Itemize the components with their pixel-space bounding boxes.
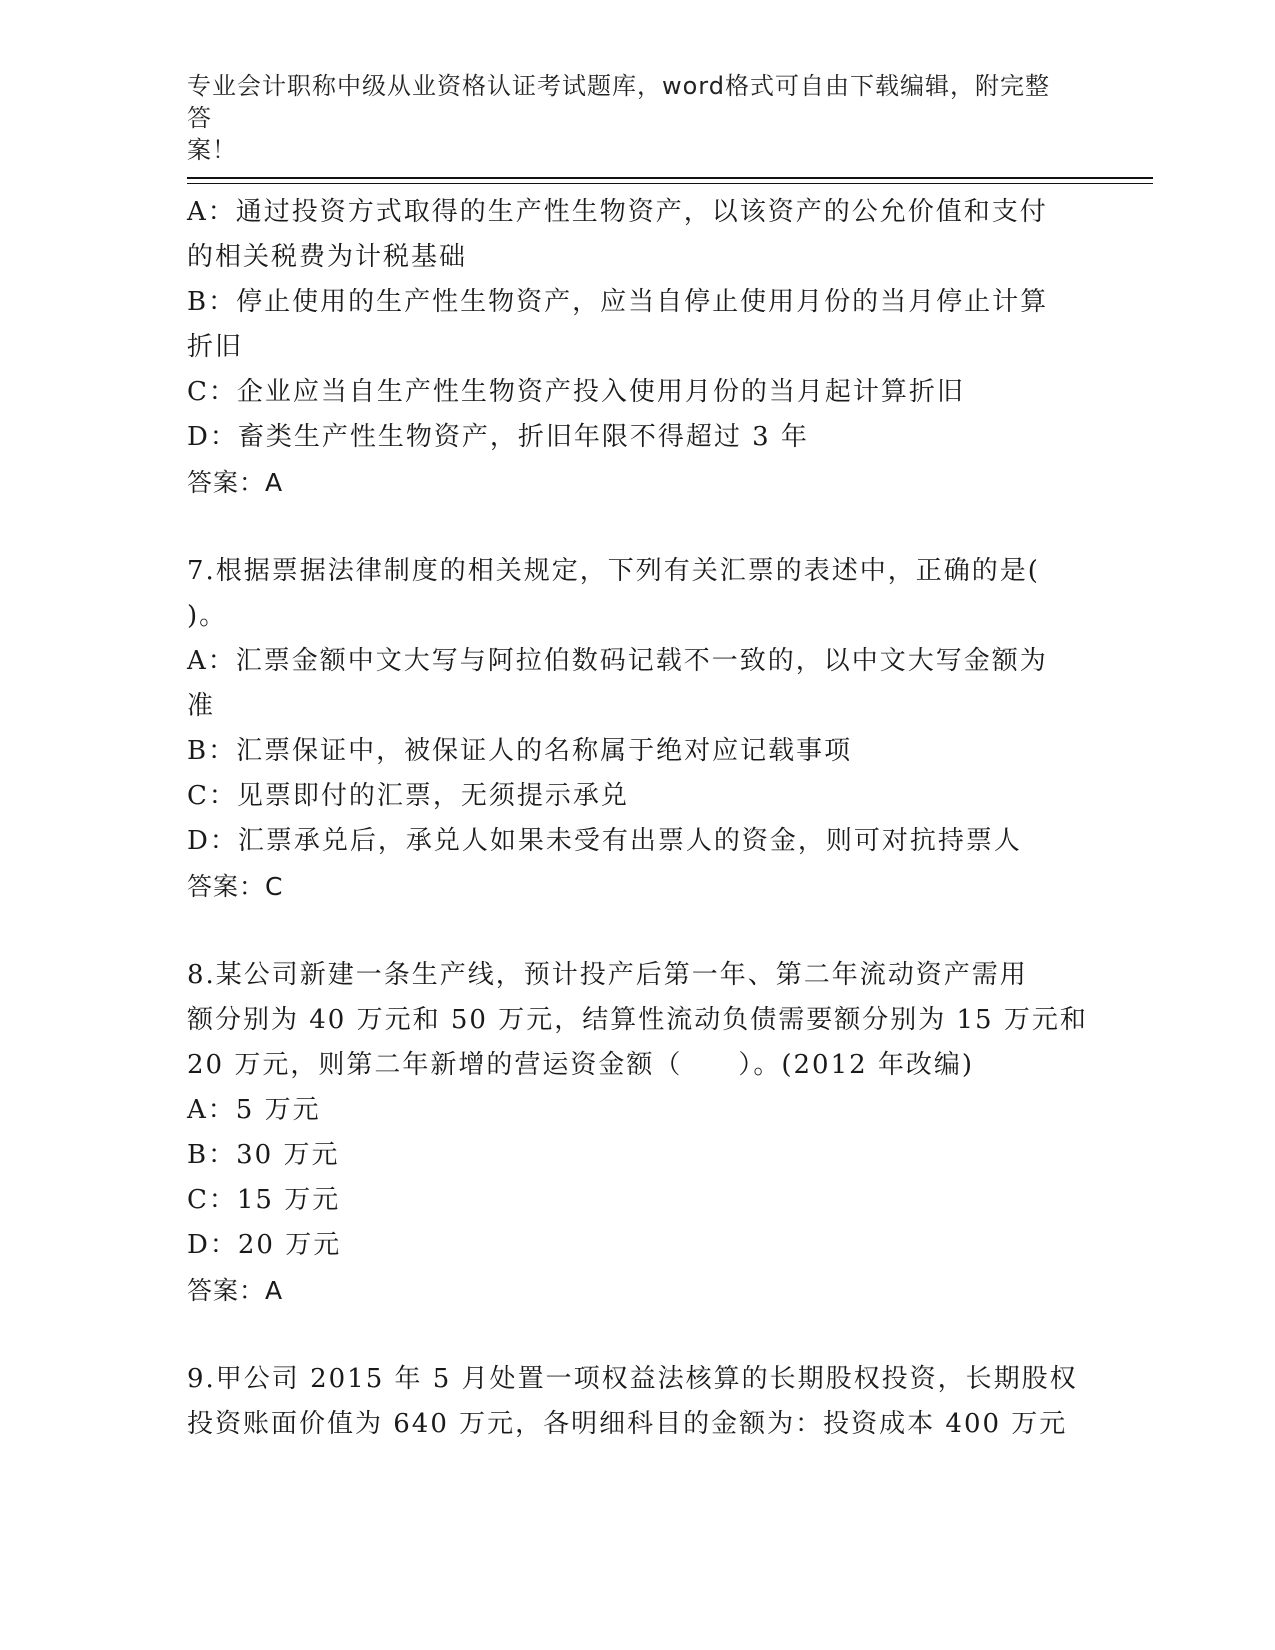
header-divider-thin [187, 183, 1153, 184]
question-block [187, 953, 1088, 1313]
stem-line: 投资账面价值为 640 万元，各明细科目的金额为：投资成本 400 万元 [187, 1409, 1068, 1439]
option-b [187, 280, 1077, 370]
option-line: B：30 万元 [187, 1140, 340, 1170]
option-line: D：汇票承兑后，承兑人如果未受有出票人的资金，则可对抗持票人 [187, 826, 1022, 856]
stem-line: )。 [187, 601, 228, 631]
option-d [187, 1223, 1077, 1268]
stem-line: 20 万元，则第二年新增的营运资金额（ ）。(2012 年改编) [187, 1050, 975, 1080]
option-line: 折旧 [187, 332, 244, 362]
option-a [187, 190, 1077, 280]
option-line: A：5 万元 [187, 1095, 321, 1125]
option-line: C：见票即付的汇票，无须提示承兑 [187, 781, 629, 811]
block-spacer [187, 505, 1077, 549]
question-list [187, 190, 1088, 1447]
header-line: 案！ [187, 136, 237, 164]
block-spacer [187, 909, 1077, 953]
option-line: A：汇票金额中文大写与阿拉伯数码记载不一致的，以中文大写金额为 [187, 646, 1048, 676]
stem-line: 额分别为 40 万元和 50 万元，结算性流动负债需要额分别为 15 万元和 [187, 1005, 1088, 1035]
option-d [187, 819, 1077, 864]
stem-line: 7.根据票据法律制度的相关规定，下列有关汇票的表述中，正确的是( [187, 556, 1040, 586]
block-spacer [187, 1313, 1077, 1357]
question-stem [187, 953, 1088, 1088]
stem-line: 8.某公司新建一条生产线，预计投产后第一年、第二年流动资产需用 [187, 960, 1028, 990]
answer-line: 答案：A [187, 468, 284, 497]
option-b [187, 729, 1077, 774]
question-stem [187, 1357, 1077, 1447]
option-line: D：20 万元 [187, 1230, 342, 1260]
question-block [187, 190, 1077, 505]
option-c [187, 1178, 1077, 1223]
option-c [187, 370, 1077, 415]
option-line: B：汇票保证中，被保证人的名称属于绝对应记载事项 [187, 736, 853, 766]
answer-line: 答案：C [187, 872, 284, 901]
answer-line: 答案：A [187, 1276, 284, 1305]
document-header [187, 70, 1067, 166]
option-line: D：畜类生产性生物资产，折旧年限不得超过 3 年 [187, 422, 809, 452]
header-divider-thick [187, 177, 1153, 179]
option-line: C：企业应当自生产性生物资产投入使用月份的当月起计算折旧 [187, 377, 965, 407]
stem-line: 9.甲公司 2015 年 5 月处置一项权益法核算的长期股权投资，长期股权 [187, 1364, 1078, 1394]
question-block [187, 549, 1077, 909]
option-line: 准 [187, 691, 216, 721]
option-line: 的相关税费为计税基础 [187, 242, 468, 272]
question-block [187, 1357, 1077, 1447]
header-line: 专业会计职称中级从业资格认证考试题库，word格式可自由下载编辑，附完整答 [187, 72, 1050, 132]
option-line: A：通过投资方式取得的生产性生物资产，以该资产的公允价值和支付 [187, 197, 1048, 227]
option-a [187, 1088, 1077, 1133]
question-stem [187, 549, 1077, 639]
option-c [187, 774, 1077, 819]
option-b [187, 1133, 1077, 1178]
option-d [187, 415, 1077, 460]
option-a [187, 639, 1077, 729]
option-line: C：15 万元 [187, 1185, 341, 1215]
option-line: B：停止使用的生产性生物资产，应当自停止使用月份的当月停止计算 [187, 287, 1049, 317]
